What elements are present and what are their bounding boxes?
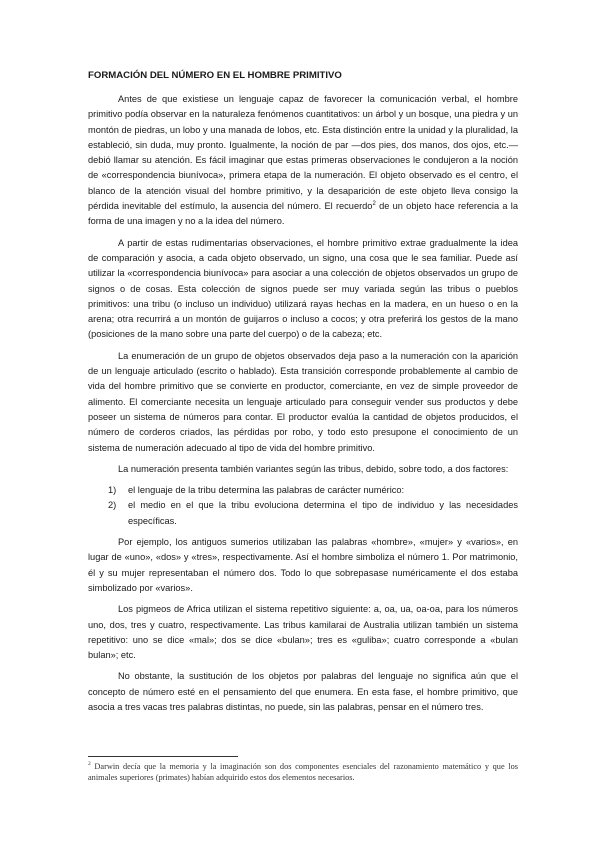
paragraph-6: Los pigmeos de Africa utilizan el sistema repetitivo siguiente: a, oa, ua, oa-oa, para los números uno, dos, tres y cuatro, respectivamente. Las tribus kamilarai de Australia utilizan también un sistema repetitivo: uno se dice «mal»; dos se dice «bulan»; tres es «guliba»; cuatro corresponde a «bulan bulan»; etc. (88, 604, 518, 661)
paragraph-1-text-end: de un objeto hace referencia a la forma de una imagen y no a la idea del número. (88, 201, 518, 227)
paragraph-2: A partir de estas rudimentarias observaciones, el hombre primitivo extrae gradualmente la idea de comparación y asocia, a cada objeto observado, un signo, una cosa que le sea familiar. Puede así utilizar la «correspondencia biunívoca» para asociar a una colección de objetos observados un grupo de signos o de cosas. Esta colección de signos puede ser muy variada según las tribus o pueblos primitivos: una tribu (o incluso un individuo) utilizará rayas hechas en la madera, en un hueso o en la arena; otra recurrirá a un montón de guijarros o incluso a cocos; y otra preferirá los gestos de la mano (posiciones de la mano sobre una parte del cuerpo) o de la cabeza; etc. (88, 237, 518, 340)
footnote (88, 759, 518, 784)
footnote-text: Darwin decía que la memoria y la imaginación son dos componentes esenciales del razonamiento matemático y que los animales superiores (primates) habían adquirido estos dos elementos necesarios. (88, 761, 518, 783)
paragraph-5: Por ejemplo, los antiguos sumerios utilizaban las palabras «hombre», «mujer» y «varios», en lugar de «uno», «dos» y «tres», respectivamente. Así el hombre simboliza el número 1. Por matrimonio, él y su mujer representaban el número dos. Todo lo que sobrepasase numéricamente el dos estaba simbolizado por «varios». (88, 537, 518, 593)
factors-list (88, 483, 518, 529)
list-item (88, 483, 518, 498)
document-body (88, 70, 518, 721)
list-item-text: el lenguaje de la tribu determina las palabras de carácter numérico: (128, 485, 405, 496)
paragraph-1 (88, 92, 518, 230)
list-item (88, 498, 518, 529)
paragraph-3: La enumeración de un grupo de objetos observados deja paso a la numeración con la aparición de un lenguaje articulado (escrito o hablado). Esta transición corresponde probablemente al cambio de vida del hombre primitivo que se convierte en productor, comerciante, en vez de simple proveedor de alimento. El comerciante necesita un lenguaje articulado para conseguir vender sus productos y debe poseer un sistema de números para contar. El productor evalúa la cantidad de objetos producidos, el número de corderos criados, las pérdidas por robo, y todo esto presupone el conocimiento de un sistema de numeración adecuado al tipo de vida del hombre primitivo. (88, 350, 518, 453)
document-title: FORMACIÓN DEL NÚMERO EN EL HOMBRE PRIMITIVO (88, 70, 342, 81)
footnote-divider (88, 756, 238, 757)
list-item-number: 2) (108, 500, 117, 511)
paragraph-7: No obstante, la sustitución de los objetos por palabras del lenguaje no significa aún que el concepto de número esté en el pensamiento del que enumera. En esta fase, el hombre primitivo, que asocia a tres vacas tres palabras distintas, no puede, sin las palabras, pensar en el número tres. (88, 671, 518, 712)
list-item-text: el medio en el que la tribu evoluciona determina el tipo de individuo y las necesidades específicas. (128, 500, 518, 526)
list-item-number: 1) (108, 485, 117, 496)
footnote-ref[interactable]: 2 (372, 201, 376, 207)
footnote-number: 2 (88, 761, 91, 767)
paragraph-4: La numeración presenta también variantes según las tribus, debido, sobre todo, a dos factores: (118, 463, 509, 474)
paragraph-1-text: Antes de que existiese un lenguaje capaz de favorecer la comunicación verbal, el hombre primitivo podía observar en la naturaleza fenómenos cuantitativos: un árbol y un bosque, una piedra y un montón de piedras, un lobo y una manada de lobos, etc. Esta distinción entre la unidad y la pluralidad, la estableció, sin duda, muy pronto. Igualmente, la noción de par —dos pies, dos manos, dos ojos, etc.— debió llamar su atención. Es fácil imaginar que estas primeras observaciones le condujeron a la noción de «correspondencia biunívoca», primera etapa de la numeración. El objeto observado es el centro, el blanco de la atención visual del hombre primitivo, y la desaparición de este objeto lleva consigo la pérdida inevitable del estímulo, la ausencia del número. El recuerdo (88, 94, 518, 212)
